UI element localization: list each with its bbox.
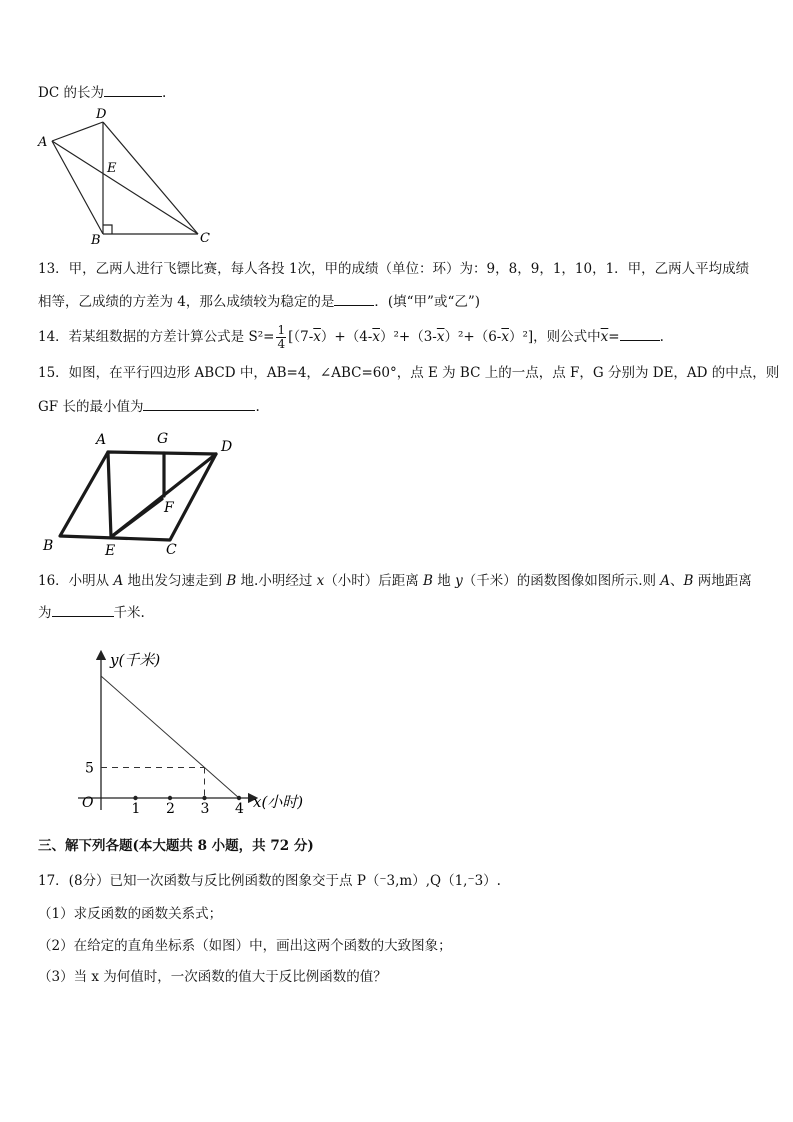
q16-B2: B [423, 573, 433, 589]
q14-xbar-3: $\overline{x}$ [436, 329, 445, 345]
fig15-label-f: F [164, 500, 174, 516]
q12-text: DC 的长为 [38, 85, 104, 101]
q14-t4: ）²]，则公式中 [508, 329, 601, 345]
chart-y-tick-label: 5 [85, 760, 94, 777]
q13-line2-text: 相等，乙成绩的方差为 4，那么成绩较为稳定的是 [38, 294, 335, 310]
q14-t1: ）+（4- [320, 329, 373, 345]
q13-blank [334, 291, 374, 306]
q13-line1: 13．甲，乙两人进行飞镖比赛，每人各投 1次，甲的成绩（单位：环）为：9，8，9，1，10，1．甲，乙两人平均成绩 [38, 261, 750, 277]
q14-eq: = [608, 329, 620, 345]
fig12-label-c: C [200, 231, 210, 246]
q16-line2-a: 为 [38, 605, 52, 621]
fig12-label-d: D [96, 108, 107, 122]
q16-a: 16．小明从 [38, 573, 114, 589]
chart-x-tick-dot [202, 796, 206, 800]
q16-line1 [38, 572, 752, 590]
chart-x-tick-dot [168, 796, 172, 800]
fig15-label-a: A [96, 432, 107, 448]
q16-h: 两地距离 [693, 573, 752, 589]
q17-part2: （2）在给定的直角坐标系（如图）中，画出这两个函数的大致图象； [38, 938, 452, 954]
q14-xbar-5: $\overline{x}$ [600, 329, 609, 345]
chart-q16 [70, 645, 340, 820]
q16-b: 地出发匀速走到 [123, 573, 227, 589]
section-3-title: 三、解下列各题(本大题共 8 小题，共 72 分) [38, 838, 314, 854]
fig15-label-b: B [43, 538, 54, 554]
fig12-label-e: E [107, 161, 117, 176]
chart-x-tick-dot [133, 796, 137, 800]
q15-line2 [38, 396, 260, 416]
q12-end: . [161, 85, 167, 101]
q14-fraction [276, 324, 286, 351]
q16-d: （小时）后距离 [324, 573, 424, 589]
q14-blank [620, 326, 660, 341]
q16-A2: A [660, 573, 671, 589]
fig15-label-c: C [166, 542, 177, 558]
q16-line2-b: 千米. [113, 605, 145, 621]
q14-t3: ）²+（6- [444, 329, 502, 345]
fig12-label-b: B [91, 233, 101, 248]
q15-line1: 15．如图，在平行四边形 ABCD 中，AB=4，∠ABC=60°，点 E 为 BC 上的一点，点 F，G 分别为 DE，AD 的中点，则 [38, 365, 780, 381]
q15-blank [143, 396, 255, 411]
q14-frac-num: 1 [277, 323, 286, 337]
chart-origin-label: O [82, 795, 94, 811]
chart-x-axis-label: x(小时) [253, 793, 304, 811]
q14-t2: ）²+（3- [379, 329, 437, 345]
fig15-label-g: G [157, 431, 169, 447]
q12-answer-line [38, 82, 166, 102]
q13-line2 [38, 291, 480, 311]
q12-blank [104, 82, 162, 97]
q16-f: （千米）的函数图像如图所示.则 [462, 573, 661, 589]
q16-A1: A [113, 573, 124, 589]
q15-line2-text: GF 长的最小值为 [38, 399, 144, 415]
q17-part3: （3）当 x 为何值时，一次函数的值大于反比例函数的值？ [38, 969, 387, 985]
q14-xbar-2: $\overline{x}$ [372, 329, 380, 345]
q17-stem: 17．(8分）已知一次函数与反比例函数的图象交于点 P（⁻3,m）,Q（1,⁻3）. [38, 873, 501, 889]
chart-series-line [101, 676, 239, 798]
q16-line2 [38, 602, 145, 622]
chart-x-tick-dot [237, 796, 241, 800]
q16-g: 、 [670, 573, 684, 589]
q14-formula-start: [（7- [288, 329, 314, 345]
q14-xbar-1: $\overline{x}$ [313, 329, 321, 345]
chart-x-tick-label: 4 [235, 801, 244, 817]
q16-c: 地.小明经过 [236, 573, 317, 589]
q16-e: 地 [432, 573, 456, 589]
q14-line [38, 324, 664, 351]
fig15-label-e: E [105, 543, 116, 559]
q17-part1: （1）求反函数的函数关系式； [38, 906, 223, 922]
q14-prefix: 14．若某组数据的方差计算公式是 S²= [38, 329, 275, 345]
chart-x-tick-label: 2 [166, 801, 175, 817]
q16-y: y [455, 573, 463, 589]
q14-end: . [659, 329, 664, 345]
q14-xbar-4: $\overline{x}$ [501, 329, 509, 345]
chart-x-tick-label: 1 [131, 801, 141, 817]
figure-q15 [38, 428, 248, 563]
q15-end: . [255, 399, 260, 415]
q13-line2-end: ．(填“甲”或“乙”) [374, 294, 481, 310]
q16-x: x [316, 573, 325, 589]
q16-B3: B [683, 573, 694, 589]
fig12-label-a: A [38, 135, 48, 150]
chart-x-tick-label: 3 [200, 801, 210, 817]
figure-q12 [30, 108, 220, 248]
q14-frac-den: 4 [277, 337, 286, 351]
fig15-label-d: D [221, 439, 233, 455]
chart-y-axis-label: y(千米) [110, 651, 161, 669]
q16-B1: B [226, 573, 237, 589]
q16-blank [52, 602, 114, 617]
